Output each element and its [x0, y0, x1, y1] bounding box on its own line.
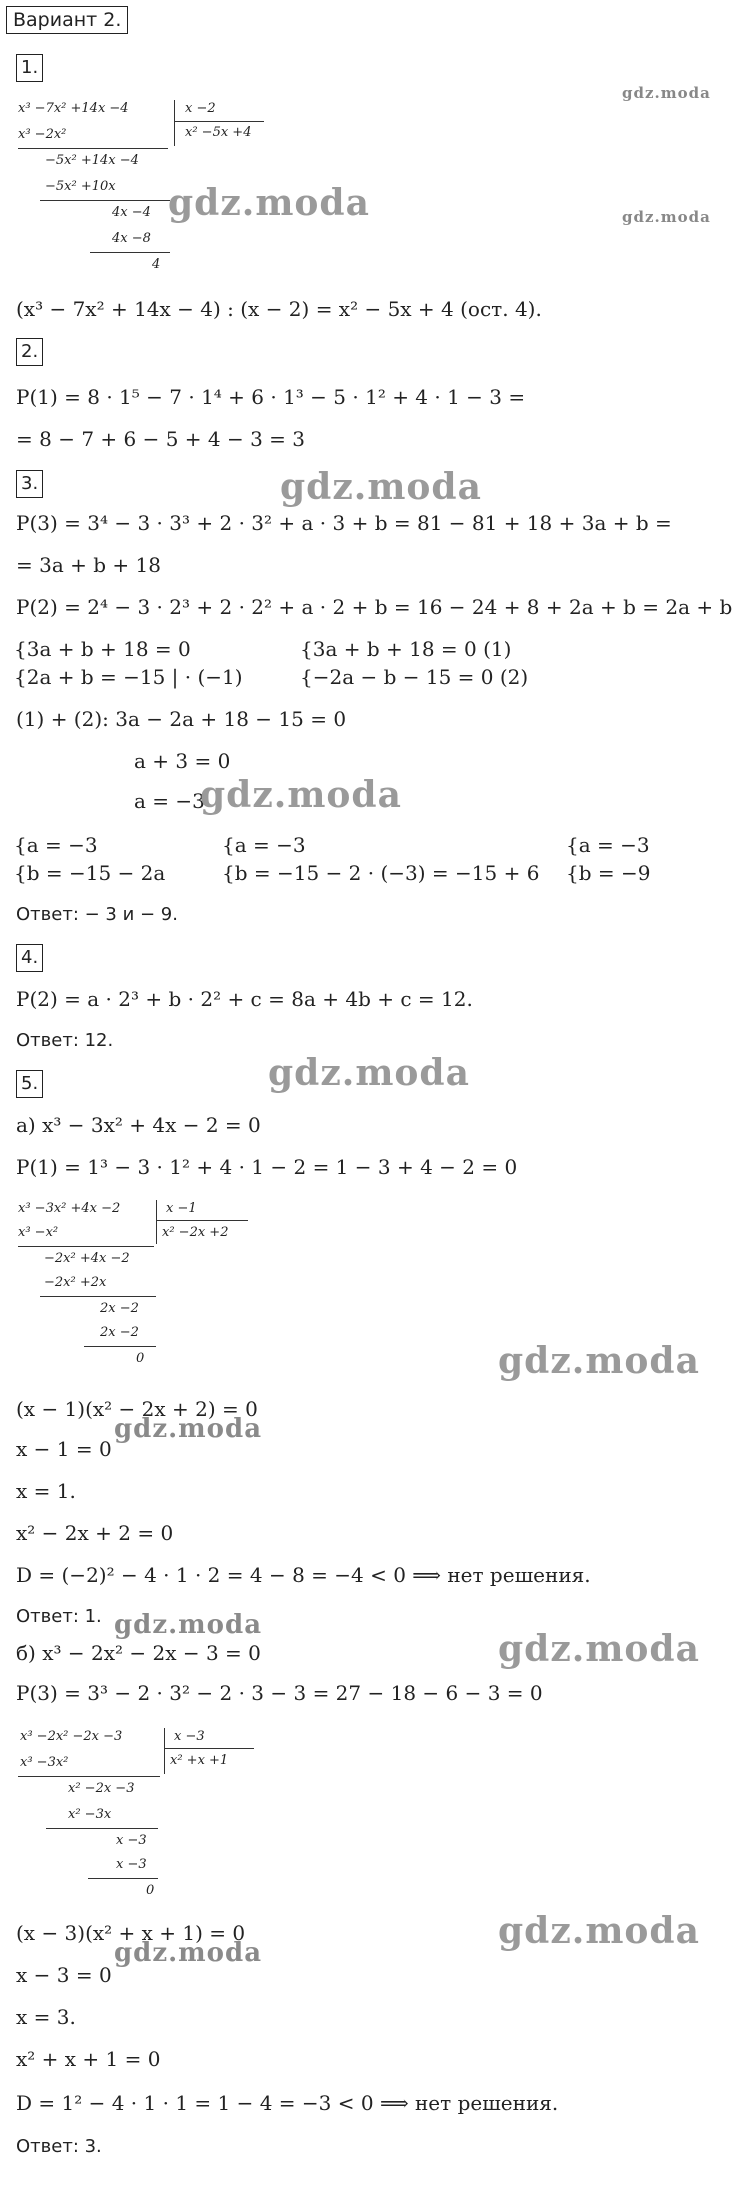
division-remainder: 0 — [146, 1883, 155, 1898]
task-3-line-5: a + 3 = 0 — [134, 749, 231, 773]
task-5a-line-7: D = (−2)² − 4 · 1 · 2 = 4 − 8 = −4 < 0 ⟹ нет решения. — [16, 1563, 591, 1587]
system-1-eq-2: {2a + b = −15 | · (−1) — [14, 665, 243, 689]
division-line: x³ −3x² +4x −2 — [18, 1201, 121, 1216]
task-5a-line-4: x − 1 = 0 — [16, 1437, 112, 1461]
division-bracket-horizontal — [164, 1748, 254, 1749]
divisor: x −3 — [174, 1729, 205, 1744]
task-5a-line-6: x² − 2x + 2 = 0 — [16, 1521, 174, 1545]
watermark: gdz.moda — [498, 1340, 700, 1382]
watermark: gdz.moda — [498, 1628, 700, 1670]
watermark: gdz.moda — [622, 84, 711, 102]
system-1-eq-1: {3a + b + 18 = 0 — [14, 637, 191, 661]
division-line: x² −3x — [68, 1807, 112, 1822]
task-5b-line-5: x = 3. — [16, 2005, 76, 2029]
division-rule — [40, 200, 170, 201]
task-3-line-4: (1) + (2): 3a − 2a + 18 − 15 = 0 — [16, 707, 347, 731]
task-1-result: (x³ − 7x² + 14x − 4) : (x − 2) = x² − 5x + 4 (ост. 4). — [16, 297, 542, 321]
task-2-label: 2. — [16, 338, 43, 366]
system-2-eq-1: {3a + b + 18 = 0 (1) — [300, 637, 512, 661]
division-rule — [84, 1346, 156, 1347]
division-remainder: 4 — [152, 257, 161, 272]
division-rule — [88, 1878, 158, 1879]
division-line: x³ −2x² — [18, 127, 67, 142]
watermark: gdz.moda — [498, 1910, 700, 1952]
watermark: gdz.moda — [280, 466, 482, 508]
task-5b-line-1: б) x³ − 2x² − 2x − 3 = 0 — [16, 1641, 261, 1665]
division-bracket-horizontal — [156, 1220, 248, 1221]
division-line: x³ −3x² — [20, 1755, 69, 1770]
division-line: −2x² +2x — [44, 1275, 107, 1290]
quotient: x² −5x +4 — [185, 125, 252, 140]
divisor: x −1 — [166, 1201, 197, 1216]
watermark: gdz.moda — [168, 182, 370, 224]
system-3-eq-1: {a = −3 — [14, 833, 98, 857]
division-bracket-vertical — [174, 100, 175, 146]
division-line: 2x −2 — [100, 1301, 139, 1316]
task-5a-line-3: (x − 1)(x² − 2x + 2) = 0 — [16, 1397, 258, 1421]
task-3-line-1: P(3) = 3⁴ − 3 · 3³ + 2 · 3² + a · 3 + b = 81 − 81 + 18 + 3a + b = — [16, 511, 672, 535]
division-line: x −3 — [116, 1833, 147, 1848]
division-line: x³ −2x² −2x −3 — [20, 1729, 123, 1744]
division-line: −5x² +14x −4 — [45, 153, 139, 168]
task-5b-line-2: P(3) = 3³ − 2 · 3² − 2 · 3 − 3 = 27 − 18 − 6 − 3 = 0 — [16, 1681, 543, 1705]
task-5a-line-1: а) x³ − 3x² + 4x − 2 = 0 — [16, 1113, 261, 1137]
division-rule — [18, 148, 168, 149]
watermark: gdz.moda — [268, 1052, 470, 1094]
divisor: x −2 — [185, 101, 216, 116]
watermark: gdz.moda — [114, 1610, 263, 1640]
division-rule — [18, 1776, 160, 1777]
task-4-line-1: P(2) = a · 2³ + b · 2² + c = 8a + 4b + c = 12. — [16, 987, 473, 1011]
task-3-line-2: = 3a + b + 18 — [16, 553, 161, 577]
task-2-line-1: P(1) = 8 · 1⁵ − 7 · 1⁴ + 6 · 1³ − 5 · 1² + 4 · 1 − 3 = — [16, 385, 526, 409]
system-3-eq-2: {b = −15 − 2a — [14, 861, 166, 885]
task-3-label: 3. — [16, 470, 43, 498]
system-2-eq-2: {−2a − b − 15 = 0 (2) — [300, 665, 529, 689]
task-5-label: 5. — [16, 1070, 43, 1098]
division-line: −2x² +4x −2 — [44, 1251, 130, 1266]
task-5b-line-6: x² + x + 1 = 0 — [16, 2047, 161, 2071]
variant-header: Вариант 2. — [6, 6, 128, 34]
task-5a-answer: Ответ: 1. — [16, 1606, 102, 1627]
division-line: x² −2x −3 — [68, 1781, 135, 1796]
task-4-label: 4. — [16, 944, 43, 972]
watermark: gdz.moda — [622, 208, 711, 226]
watermark: gdz.moda — [114, 1414, 263, 1444]
division-line: x³ −7x² +14x −4 — [18, 101, 129, 116]
division-line: 2x −2 — [100, 1325, 139, 1340]
quotient: x² −2x +2 — [162, 1225, 229, 1240]
task-1-label: 1. — [16, 54, 43, 82]
watermark: gdz.moda — [114, 1938, 263, 1968]
task-2-line-2: = 8 − 7 + 6 − 5 + 4 − 3 = 3 — [16, 427, 306, 451]
system-5-eq-2: {b = −9 — [566, 861, 651, 885]
watermark: gdz.moda — [200, 774, 402, 816]
division-line: 4x −4 — [112, 205, 151, 220]
system-4-eq-1: {a = −3 — [222, 833, 306, 857]
division-rule — [40, 1296, 156, 1297]
task-5b-line-3: (x − 3)(x² + x + 1) = 0 — [16, 1921, 246, 1945]
system-4-eq-2: {b = −15 − 2 · (−3) = −15 + 6 — [222, 861, 540, 885]
task-3-answer: Ответ: − 3 и − 9. — [16, 904, 178, 925]
division-bracket-vertical — [164, 1728, 165, 1774]
division-bracket-vertical — [156, 1200, 157, 1244]
task-3-line-3: P(2) = 2⁴ − 3 · 2³ + 2 · 2² + a · 2 + b = 16 − 24 + 8 + 2a + b = 2a + b — [16, 595, 733, 619]
task-5b-line-4: x − 3 = 0 — [16, 1963, 112, 1987]
division-rule — [18, 1246, 154, 1247]
task-3-line-6: a = −3 — [134, 789, 205, 813]
division-rule — [46, 1828, 158, 1829]
division-line: 4x −8 — [112, 231, 151, 246]
quotient: x² +x +1 — [170, 1753, 229, 1768]
division-bracket-horizontal — [174, 121, 264, 122]
task-4-answer: Ответ: 12. — [16, 1030, 114, 1051]
task-5b-line-7: D = 1² − 4 · 1 · 1 = 1 − 4 = −3 < 0 ⟹ нет решения. — [16, 2091, 559, 2115]
division-rule — [90, 252, 170, 253]
task-5b-answer: Ответ: 3. — [16, 2136, 102, 2157]
division-line: x −3 — [116, 1857, 147, 1872]
system-5-eq-1: {a = −3 — [566, 833, 650, 857]
task-5a-line-5: x = 1. — [16, 1479, 76, 1503]
division-line: x³ −x² — [18, 1225, 59, 1240]
division-line: −5x² +10x — [45, 179, 116, 194]
task-5a-line-2: P(1) = 1³ − 3 · 1² + 4 · 1 − 2 = 1 − 3 + 4 − 2 = 0 — [16, 1155, 518, 1179]
division-remainder: 0 — [136, 1351, 145, 1366]
